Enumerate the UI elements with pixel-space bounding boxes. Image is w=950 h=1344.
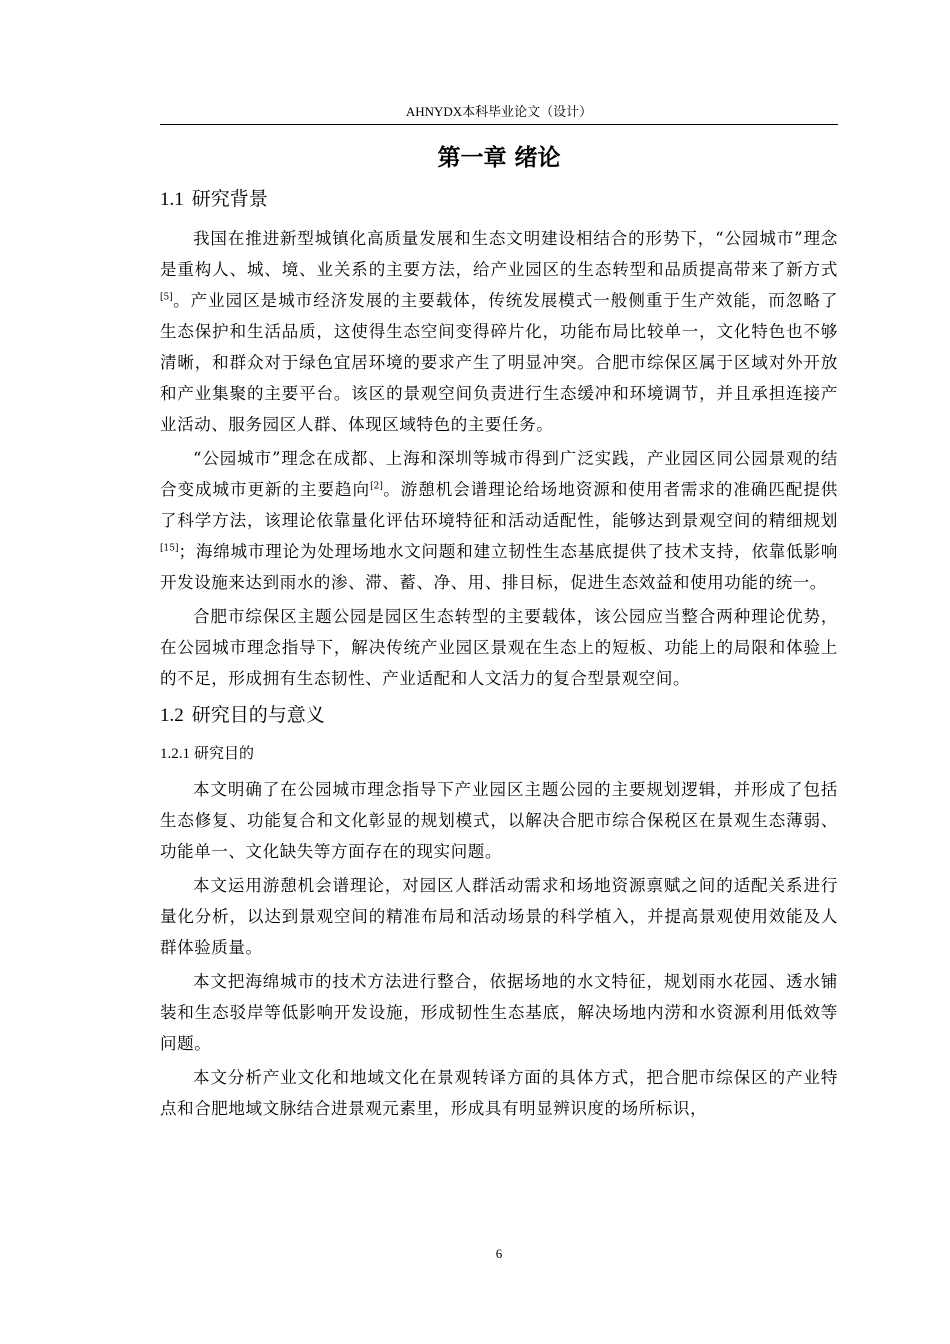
- running-header: AHNYDX本科毕业论文（设计）: [405, 104, 593, 119]
- text-run: 我国在推进新型城镇化高质量发展和生态文明建设相结合的形势下，“公园城市”理念是重构人、城、境、业关系的主要方法，给产业园区的生态转型和品质提高带来了新方式: [160, 229, 838, 279]
- body-paragraph: [160, 223, 838, 440]
- text-run: 本文运用游憩机会谱理论，对园区人群活动需求和场地资源禀赋之间的适配关系进行量化分析，以达到景观空间的精准布局和活动场景的科学植入，并提高景观使用效能及人群体验质量。: [160, 876, 838, 957]
- page-content: [160, 134, 838, 1127]
- subsection-number: 1.2.1: [160, 746, 190, 762]
- text-run: 本文明确了在公园城市理念指导下产业园区主题公园的主要规划逻辑，并形成了包括生态修复、功能复合和文化彰显的规划模式，以解决合肥市综合保税区在景观生态薄弱、功能单一、文化缺失等方面存在的现实问题。: [160, 780, 838, 861]
- text-run: 本文把海绵城市的技术方法进行整合，依据场地的水文特征，规划雨水花园、透水铺装和生态驳岸等低影响开发设施，形成韧性生态基底，解决场地内涝和水资源利用低效等问题。: [160, 972, 838, 1053]
- citation-ref: [5]: [160, 292, 173, 303]
- text-run: 。游憩机会谱理论给场地资源和使用者需求的准确匹配提供了科学方法，该理论依靠量化评估环境特征和活动适配性，能够达到景观空间的精细规划: [160, 480, 838, 530]
- chapter-title: 第一章 绪论: [437, 145, 561, 171]
- section-title: 研究背景: [191, 188, 268, 210]
- body-paragraph: [160, 1062, 838, 1124]
- section-number: 1.2: [160, 705, 184, 726]
- body-paragraph: [160, 443, 838, 598]
- text-run: “公园城市”理念在成都、上海和深圳等城市得到广泛实践，产业园区同公园景观的结合变成城市更新的主要趋向: [160, 449, 838, 499]
- text-run: ；海绵城市理论为处理场地水文问题和建立韧性生态基底提供了技术支持，依靠低影响开发设施来达到雨水的渗、滞、蓄、净、用、排目标，促进生态效益和使用功能的统一。: [160, 542, 838, 592]
- header-rule: [160, 124, 838, 125]
- body-paragraph: [160, 601, 838, 694]
- page-number: 6: [495, 1246, 503, 1261]
- body-paragraph: [160, 966, 838, 1059]
- body-paragraph: [160, 774, 838, 867]
- text-run: 。产业园区是城市经济发展的主要载体，传统发展模式一般侧重于生产效能，而忽略了生态保护和生活品质，这使得生态空间变得碎片化，功能布局比较单一，文化特色也不够清晰，和群众对于绿色宜居环境的要求产生了明显冲突。合肥市综保区属于区域对外开放和产业集聚的主要平台。该区的景观空间负责进行生态缓冲和环境调节，并且承担连接产业活动、服务园区人群、体现区域特色的主要任务。: [160, 291, 838, 434]
- section-heading-1-1: [160, 182, 838, 217]
- section-number: 1.1: [160, 189, 184, 210]
- text-run: 合肥市综保区主题公园是园区生态转型的主要载体，该公园应当整合两种理论优势，在公园城市理念指导下，解决传统产业园区景观在生态上的短板、功能上的局限和体验上的不足，形成拥有生态韧性、产业适配和人文活力的复合型景观空间。: [160, 607, 838, 688]
- citation-ref: [15]: [160, 543, 179, 554]
- citation-ref: [2]: [370, 481, 383, 492]
- section-heading-1-2: [160, 698, 838, 733]
- body-paragraph: [160, 870, 838, 963]
- text-run: 本文分析产业文化和地域文化在景观转译方面的具体方式，把合肥市综保区的产业特点和合肥地域文脉结合进景观元素里，形成具有明显辨识度的场所标识，: [160, 1068, 838, 1118]
- subsection-heading-1-2-1: [160, 739, 838, 768]
- subsection-title: 研究目的: [194, 744, 255, 762]
- section-title: 研究目的与意义: [191, 704, 325, 726]
